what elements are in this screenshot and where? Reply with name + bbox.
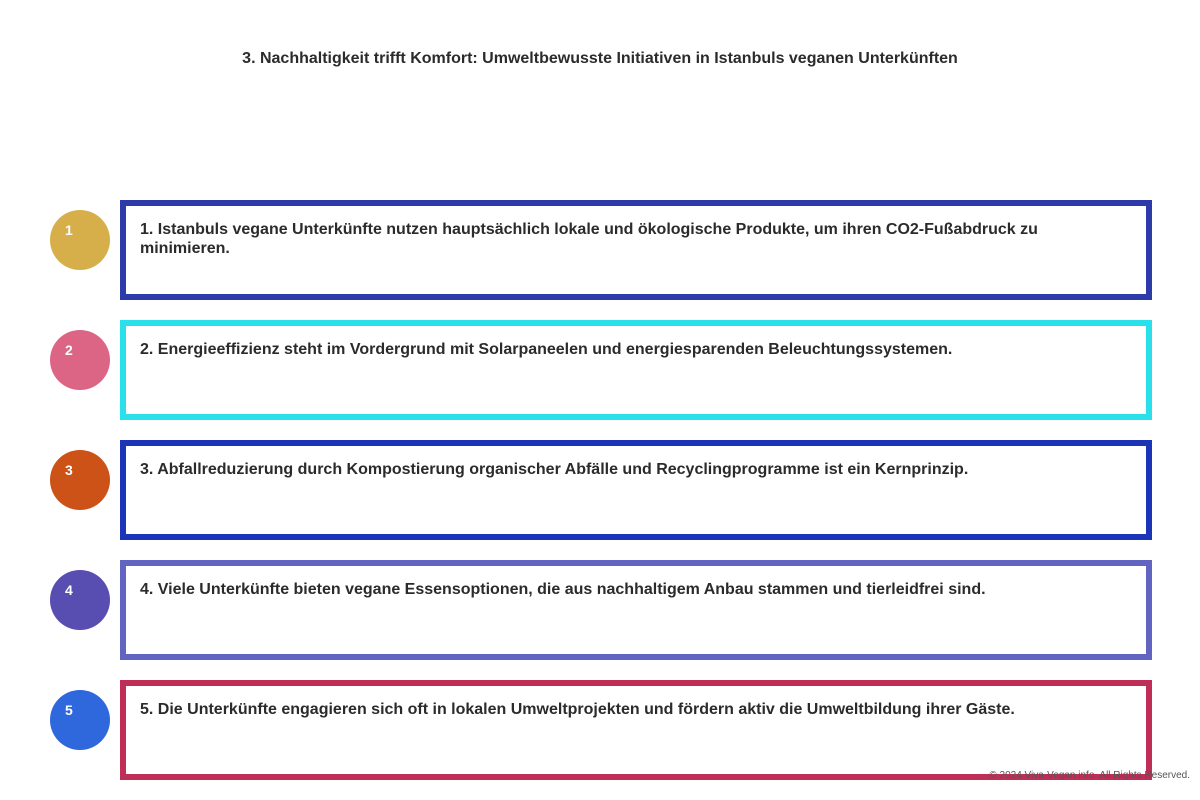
item-card [120,560,1152,660]
item-text: 2. Energieeffizienz steht im Vordergrund mit Solarpaneelen und energiesparenden Beleuchtungssystemen. [140,341,953,358]
list-item [50,200,1152,300]
number-bullet [50,570,110,630]
bullet-number: 5 [65,702,73,718]
item-card [120,440,1152,540]
bullet-number: 4 [65,582,73,598]
number-bullet [50,210,110,270]
number-bullet [50,450,110,510]
page-title: 3. Nachhaltigkeit trifft Komfort: Umweltbewusste Initiativen in Istanbuls veganen Unterkünften [242,50,958,67]
bullet-number: 1 [65,222,73,238]
item-text: 3. Abfallreduzierung durch Kompostierung organischer Abfälle und Recyclingprogramme ist ein Kernprinzip. [140,461,969,478]
list-item [50,440,1152,540]
list-item [50,560,1152,660]
list-item [50,680,1152,780]
item-card [120,680,1152,780]
list-item [50,320,1152,420]
copyright-footer: © 2024 Viva-Vegan.info. All Rights Reserved. [989,770,1190,781]
item-card [120,200,1152,300]
number-bullet [50,330,110,390]
item-text: 5. Die Unterkünfte engagieren sich oft in lokalen Umweltprojekten und fördern aktiv die Umweltbildung ihrer Gäste. [140,701,1015,718]
item-text: 1. Istanbuls vegane Unterkünfte nutzen hauptsächlich lokale und ökologische Produkte, um ihren CO2-Fußabdruck zu minimieren. [140,221,1038,257]
bullet-number: 2 [65,342,73,358]
number-bullet [50,690,110,750]
item-card [120,320,1152,420]
bullet-number: 3 [65,462,73,478]
item-text: 4. Viele Unterkünfte bieten vegane Essensoptionen, die aus nachhaltigem Anbau stammen und tierleidfrei sind. [140,581,986,598]
